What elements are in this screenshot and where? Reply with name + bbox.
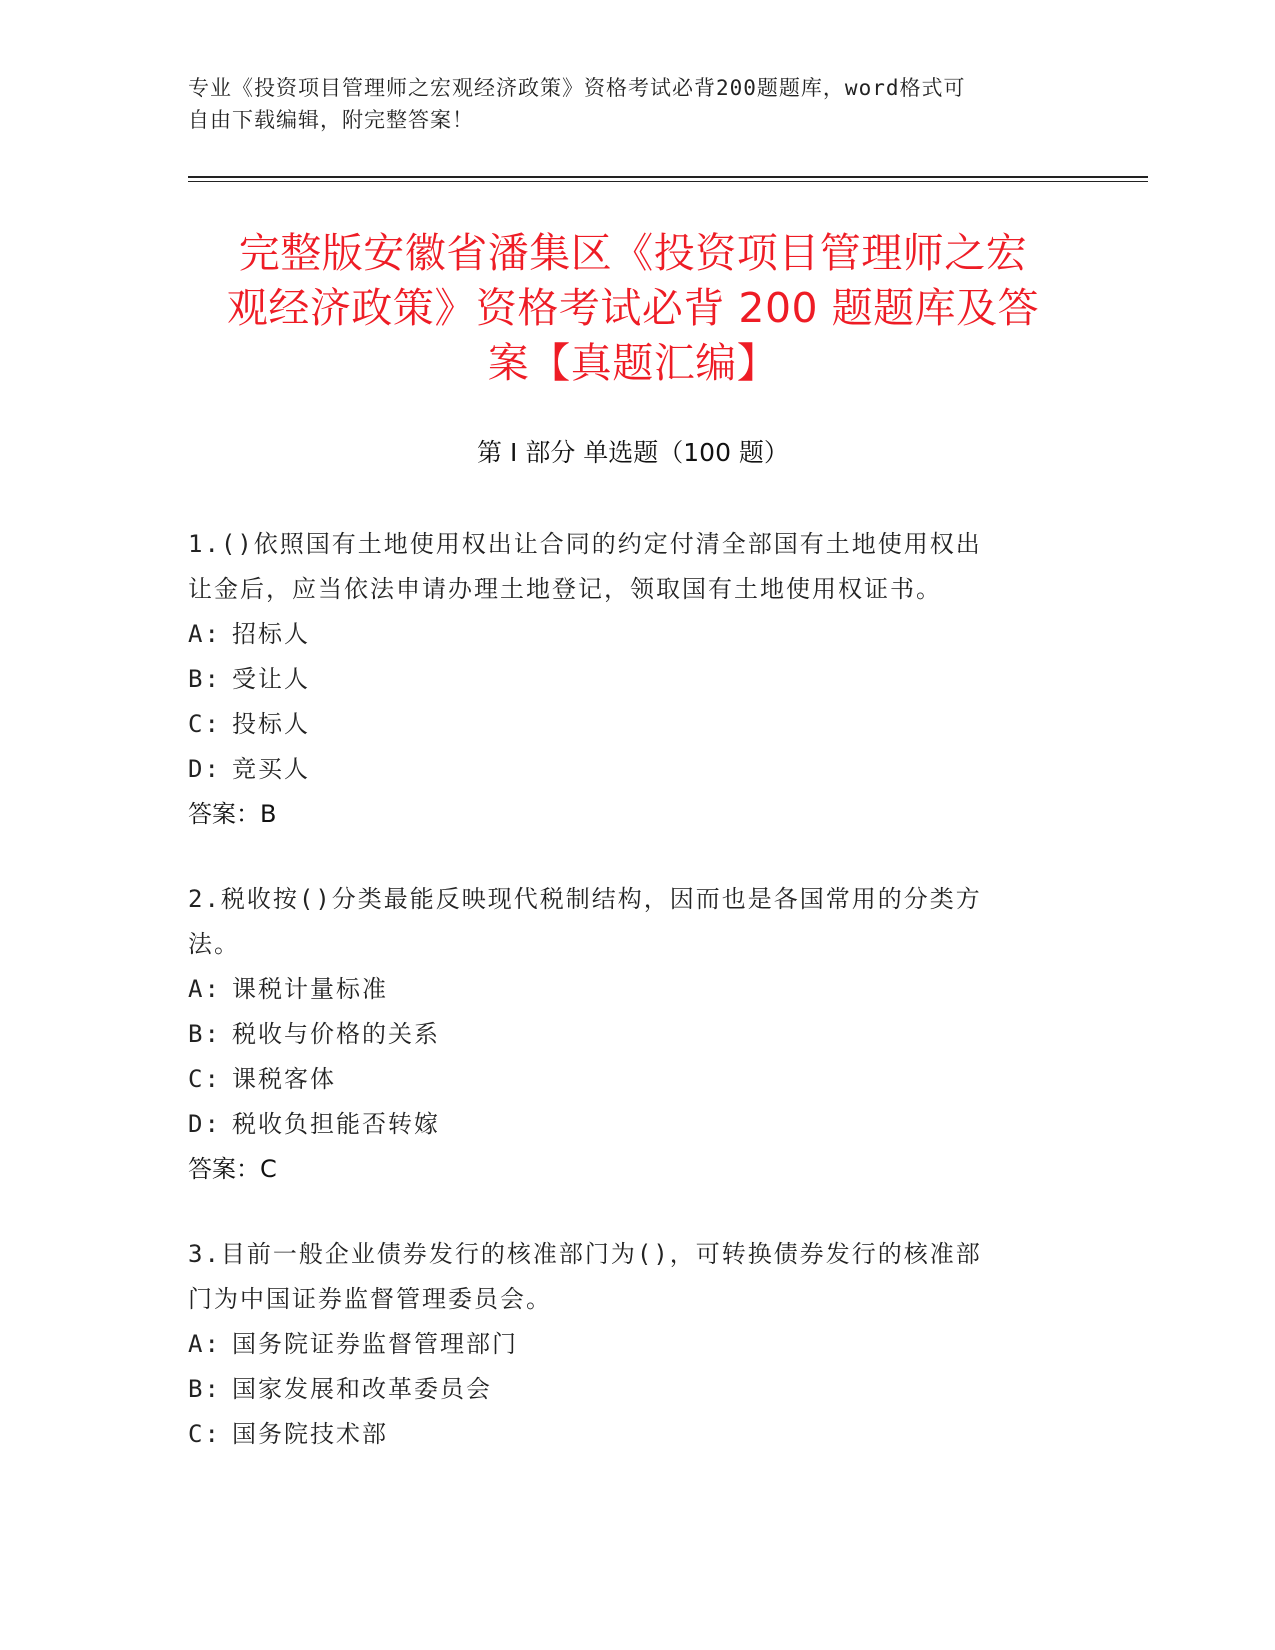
option-letter: C: — [188, 1420, 221, 1448]
option-text: 受让人 — [232, 665, 310, 693]
option-letter: A: — [188, 620, 221, 648]
question-stem — [188, 522, 1068, 612]
option-letter: D: — [188, 755, 221, 783]
question-stem — [188, 1232, 1068, 1322]
option-c — [188, 1057, 1068, 1102]
option-b — [188, 1367, 1068, 1412]
question-stem — [188, 877, 1068, 967]
option-text: 国家发展和改革委员会 — [232, 1375, 492, 1403]
option-text: 国务院证券监督管理部门 — [232, 1330, 518, 1358]
option-letter: B: — [188, 1375, 221, 1403]
option-text: 税收负担能否转嫁 — [232, 1110, 440, 1138]
question-stem-line: 2.税收按()分类最能反映现代税制结构，因而也是各国常用的分类方 — [188, 885, 982, 913]
intro-line-1: 专业《投资项目管理师之宏观经济政策》资格考试必背200题题库，word格式可 — [188, 76, 966, 100]
option-d — [188, 747, 1068, 792]
question-item — [188, 1232, 1068, 1457]
question-item — [188, 877, 1068, 1192]
answer-line: 答案：B — [188, 800, 277, 828]
option-a — [188, 1322, 1068, 1367]
title-line-2: 观经济政策》资格考试必背 200 题题库及答 — [226, 284, 1040, 332]
question-stem-line: 法。 — [188, 930, 240, 958]
title-line-1: 完整版安徽省潘集区《投资项目管理师之宏 — [238, 229, 1028, 277]
option-b — [188, 657, 1068, 702]
header-divider-thick — [188, 176, 1148, 178]
option-c — [188, 702, 1068, 747]
option-c — [188, 1412, 1068, 1457]
option-text: 课税客体 — [232, 1065, 336, 1093]
section-heading: 第 I 部分 单选题（100 题） — [477, 438, 789, 467]
option-a — [188, 967, 1068, 1012]
answer-line: 答案：C — [188, 1155, 277, 1183]
option-d — [188, 1102, 1068, 1147]
option-letter: B: — [188, 665, 221, 693]
question-item — [188, 522, 1068, 837]
question-stem-line: 门为中国证券监督管理委员会。 — [188, 1285, 552, 1313]
option-text: 招标人 — [232, 620, 310, 648]
option-text: 投标人 — [232, 710, 310, 738]
option-text: 国务院技术部 — [232, 1420, 388, 1448]
question-stem-line: 1.()依照国有土地使用权出让合同的约定付清全部国有土地使用权出 — [188, 530, 982, 558]
title-line-3: 案【真题汇编】 — [487, 339, 779, 387]
option-letter: C: — [188, 710, 221, 738]
option-letter: C: — [188, 1065, 221, 1093]
option-letter: D: — [188, 1110, 221, 1138]
option-letter: A: — [188, 975, 221, 1003]
intro-line-2: 自由下载编辑，附完整答案！ — [188, 108, 474, 132]
option-text: 课税计量标准 — [232, 975, 388, 1003]
question-stem-line: 让金后，应当依法申请办理土地登记，领取国有土地使用权证书。 — [188, 575, 942, 603]
header-divider-thin — [188, 181, 1148, 182]
question-list — [188, 522, 1068, 1497]
option-letter: B: — [188, 1020, 221, 1048]
option-text: 竞买人 — [232, 755, 310, 783]
option-letter: A: — [188, 1330, 221, 1358]
option-text: 税收与价格的关系 — [232, 1020, 440, 1048]
document-title — [188, 226, 1078, 391]
question-stem-line: 3.目前一般企业债券发行的核准部门为()，可转换债券发行的核准部 — [188, 1240, 982, 1268]
option-b — [188, 1012, 1068, 1057]
option-a — [188, 612, 1068, 657]
intro-text — [188, 72, 1068, 136]
